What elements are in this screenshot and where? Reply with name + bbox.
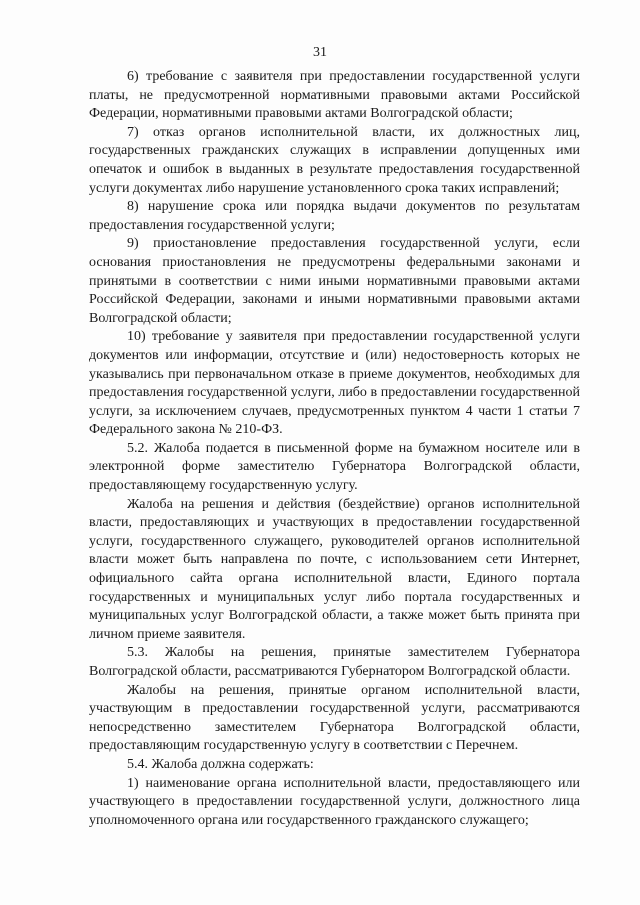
page-number: 31 bbox=[313, 45, 327, 60]
paragraph-5-3: 5.3. Жалобы на решения, принятые заместителем Губернатора Волгоградской области, рассматриваются Губернатором Волгоградской области. bbox=[89, 645, 580, 679]
paragraph-5-2: 5.2. Жалоба подается в письменной форме на бумажном носителе или в электронной форме заместителю Губернатора Волгоградской области, предоставляющему государственную услугу. bbox=[89, 440, 580, 494]
paragraph-5-4-item-1: 1) наименование органа исполнительной власти, предоставляющего или участвующего в предоставлении государственной услуги, должностного лица уполномоченного органа или государственного гражданского служащего; bbox=[89, 775, 580, 828]
paragraph-complaint-channels: Жалоба на решения и действия (бездействие) органов исполнительной власти, предоставляющих и участвующих в предоставлении государственной услуги, государственного служащего, руководителей органов исполнительной власти может быть направлена по почте, с использованием сети Интернет, официального сайта органа исполнительной власти, Единого портала государственных и муниципальных услуг либо портала государственных и муниципальных услуг Волгоградской области, а также может быть принята при личном приеме заявителя. bbox=[89, 496, 580, 642]
document-body bbox=[89, 68, 580, 830]
paragraph-item-8: 8) нарушение срока или порядка выдачи документов по результатам предоставления государственной услуги; bbox=[89, 199, 580, 233]
paragraph-item-7: 7) отказ органов исполнительной власти, их должностных лиц, государственных гражданских служащих в исправлении допущенных ими опечаток и ошибок в выданных в результате предоставления государственной услуги документах либо нарушение установленного срока таких исправлений; bbox=[89, 124, 580, 196]
paragraph-item-6: 6) требование с заявителя при предоставлении государственной услуги платы, не предусмотренной нормативными правовыми актами Российской Федерации, нормативными правовыми актами Волгоградской области; bbox=[89, 69, 580, 122]
paragraph-item-10: 10) требование у заявителя при предоставлении государственной услуги документов или информации, отсутствие и (или) недостоверность которых не указывались при первоначальном отказе в приеме документов, необходимых для предоставления государственной услуги, либо в предоставлении государственной услуги, за исключением случаев, предусмотренных пунктом 4 части 1 статьи 7 Федерального закона № 210-ФЗ. bbox=[89, 329, 580, 438]
paragraph-complaints-executive-body: Жалобы на решения, принятые органом исполнительной власти, участвующим в предоставлении государственной услуги, рассматриваются непосредственно заместителем Губернатора Волгоградской области, предоставляющим государственную услугу в соответствии с Перечнем. bbox=[89, 682, 580, 754]
paragraph-5-4: 5.4. Жалоба должна содержать: bbox=[127, 756, 314, 772]
paragraph-item-9: 9) приостановление предоставления государственной услуги, если основания приостановления не предусмотрены федеральными законами и принятыми в соответствии с ними иными нормативными правовыми актами Российской Федерации, законами и иными нормативными правовыми актами Волгоградской области; bbox=[89, 236, 580, 326]
